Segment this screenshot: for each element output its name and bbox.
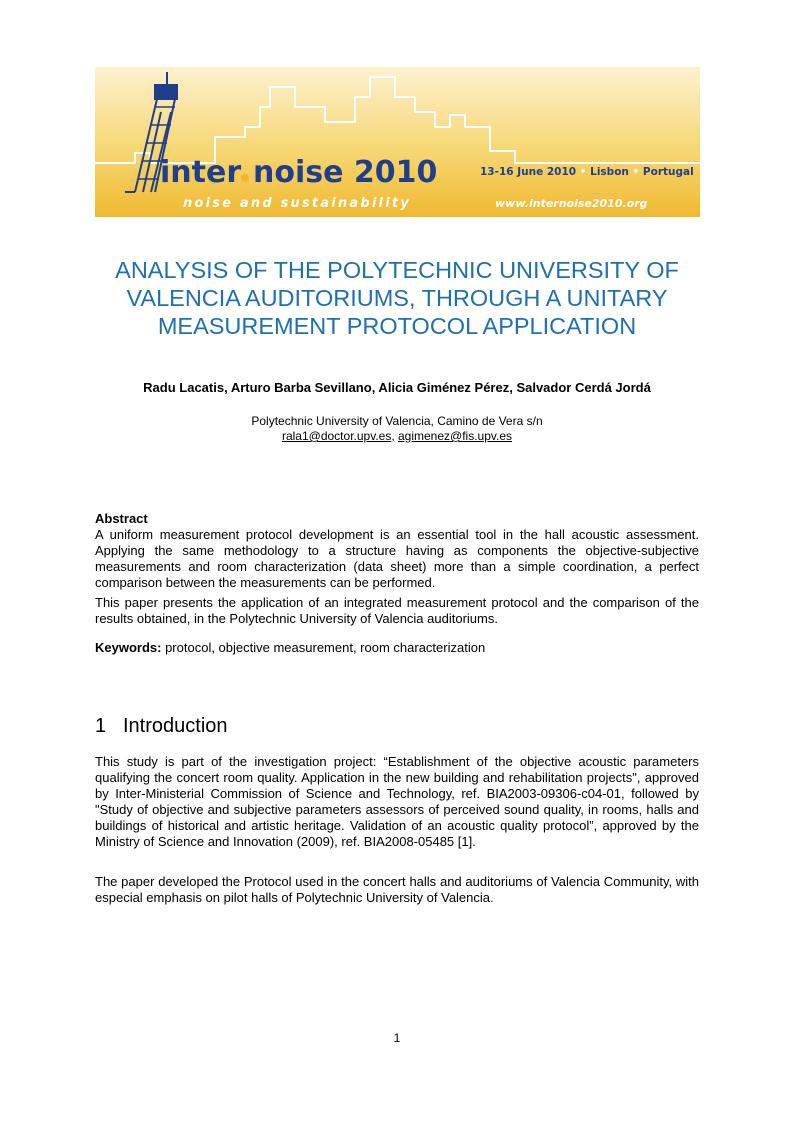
title-line-1: ANALYSIS OF THE POLYTECHNIC UNIVERSITY OF [115,257,679,283]
section-heading-introduction [95,714,228,738]
title-line-3: MEASUREMENT PROTOCOL APPLICATION [157,313,637,339]
event-info: 13-16 June 2010 • Lisbon • Portugal [480,166,694,178]
keywords [95,640,699,656]
page-number: 1 [393,1031,401,1045]
title-line-2: VALENCIA AUDITORIUMS, THROUGH A UNITARY [126,285,668,311]
affiliation-block [95,414,699,444]
introduction-paragraph-2 [95,874,699,906]
affiliation: Polytechnic University of Valencia, Camino de Vera s/n [251,414,543,428]
paper-title [95,256,699,340]
abstract-heading: Abstract [95,511,148,526]
keywords-text: protocol, objective measurement, room characterization [161,640,486,655]
email-link-2[interactable]: agimenez@fis.upv.es [398,429,513,443]
section-number: 1 [95,715,107,737]
abstract-paragraph-1: A uniform measurement protocol development is an essential tool in the hall acoustic assessment. Applying the same methodology to a structure having as components the objective-subjective measurements and room characterization (data sheet) more than a simple coordination, a perfect comparison between the measurements can be performed. [95,527,699,590]
section-title: Introduction [123,715,228,737]
logo-text-right: noise 2010 [253,155,438,190]
introduction-paragraph-1: This study is part of the investigation project: “Establishment of the objective acoustic parameters qualifying the concert room quality. Application in the new building and rehabilitation projects", approved by Inter-Ministerial Commission of Science and Technology, ref. BIA2003-09306-c04-01, followed by "Study of objective and subjective parameters assessors of perceived sound quality, in rooms, halls and buildings of historical and artistic heritage. Validation of an acoustic quality protocol”, approved by the Ministry of Science and Innovation (2009), ref. BIA2008-05485 [1]. [95,754,699,849]
conference-banner [95,67,700,217]
introduction-paragraph-2-text: The paper developed the Protocol used in the concert halls and auditoriums of Valencia Community, with especial emphasis on pilot halls of Polytechnic University of Valencia [95,874,699,905]
paragraph-end-mark: . [490,890,494,905]
logo-text-left: inter [160,155,242,190]
event-website: www.internoise2010.org [495,197,648,210]
author-list: Radu Lacatis, Arturo Barba Sevillano, Alicia Giménez Pérez, Salvador Cerdá Jordá [143,380,651,395]
abstract-paragraph-2: This paper presents the application of an integrated measurement protocol and the comparison of the results obtained, in the Polytechnic University of Valencia auditoriums. [95,595,699,626]
keywords-label: Keywords: [95,640,162,655]
email-separator: , [391,429,398,443]
email-link-1[interactable]: rala1@doctor.upv.es [281,429,392,443]
emails [95,429,699,444]
logo-dot [241,174,249,182]
banner-tagline: noise and sustainability [183,196,411,211]
